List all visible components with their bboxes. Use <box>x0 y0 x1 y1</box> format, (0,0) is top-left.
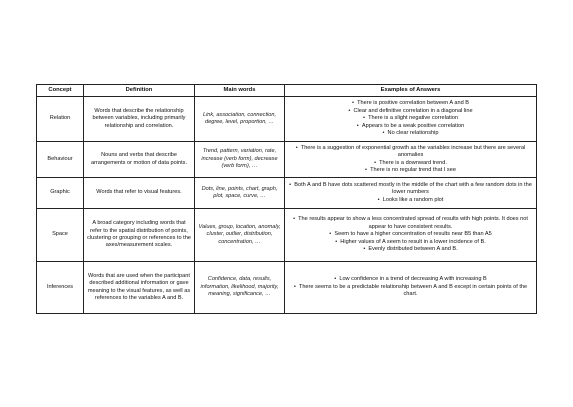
examples-list <box>288 216 533 253</box>
example-item: • Low confidence in a trend of decreasing A with increasing B <box>288 276 533 283</box>
example-item: • There is a downward trend. <box>288 160 533 167</box>
examples-list <box>288 145 533 175</box>
main-words-cell: Confidence, data, results, information, likelihood, majority, meaning, significance, … <box>195 262 285 314</box>
examples-list <box>288 100 533 137</box>
examples-list <box>288 182 533 204</box>
example-item: • The results appear to show a less concentrated spread of results with high points. It does not appear to have consistent results. <box>288 216 533 231</box>
example-item: • Appears to be a weak positive correlation <box>288 123 533 130</box>
concept-cell: Inferences <box>37 262 84 314</box>
header-main-words: Main words <box>195 85 285 97</box>
main-words-cell: Trend, pattern, variation, rate, increase (verb form), decrease (verb form), … <box>195 142 285 178</box>
main-words-cell: Link, association, connection, degree, level, proportion, … <box>195 97 285 142</box>
example-item: • Seem to have a higher concentration of results near B5 than A5 <box>288 231 533 238</box>
definition-cell: Words that are used when the participant described additional information or gave meaning to the visual features, as well as references to the variables A and B. <box>84 262 195 314</box>
table-row <box>37 209 537 262</box>
examples-list <box>288 276 533 298</box>
concepts-table <box>36 84 537 314</box>
header-examples: Examples of Answers <box>285 85 537 97</box>
examples-cell <box>285 178 537 209</box>
header-definition: Definition <box>84 85 195 97</box>
examples-cell <box>285 262 537 314</box>
example-item: • There seems to be a predictable relationship between A and B except in certain points of the chart. <box>288 284 533 299</box>
example-item: • Clear and definitive correlation in a diagonal line <box>288 108 533 115</box>
example-item: • Looks like a random plot <box>288 197 533 204</box>
example-item: • There is no regular trend that I see <box>288 167 533 174</box>
main-words-cell: Dots, line, points, chart, graph, plot, space, curve, … <box>195 178 285 209</box>
examples-cell <box>285 209 537 262</box>
example-item: • There is a suggestion of exponential growth as the variables increase but there are several anomalies <box>288 145 533 160</box>
concept-cell: Space <box>37 209 84 262</box>
example-item: • Higher values of A seem to result in a lower incidence of B. <box>288 239 533 246</box>
example-item: • No clear relationship <box>288 130 533 137</box>
table-row <box>37 178 537 209</box>
main-words-cell: Values, group, location, anomaly, cluster, outlier, distribution, concentration, … <box>195 209 285 262</box>
example-item: • There is a slight negative correlation <box>288 115 533 122</box>
table-header-row <box>37 85 537 97</box>
concept-cell: Behaviour <box>37 142 84 178</box>
examples-cell <box>285 142 537 178</box>
concept-cell: Graphic <box>37 178 84 209</box>
examples-cell <box>285 97 537 142</box>
definition-cell: Words that refer to visual features. <box>84 178 195 209</box>
header-concept: Concept <box>37 85 84 97</box>
definition-cell: A broad category including words that refer to the spatial distribution of points, clustering or grouping or references to the axes/measurement scales. <box>84 209 195 262</box>
definition-cell: Nouns and verbs that describe arrangements or motion of data points. <box>84 142 195 178</box>
table-row <box>37 262 537 314</box>
example-item: • Both A and B have dots scattered mostly in the middle of the chart with a few random dots in the lower numbers <box>288 182 533 197</box>
table-row <box>37 142 537 178</box>
definition-cell: Words that describe the relationship between variables, including primarily relationship and correlation. <box>84 97 195 142</box>
example-item: • Evenly distributed between A and B. <box>288 246 533 253</box>
concept-cell: Relation <box>37 97 84 142</box>
table-row <box>37 97 537 142</box>
example-item: • There is positive correlation between A and B <box>288 100 533 107</box>
